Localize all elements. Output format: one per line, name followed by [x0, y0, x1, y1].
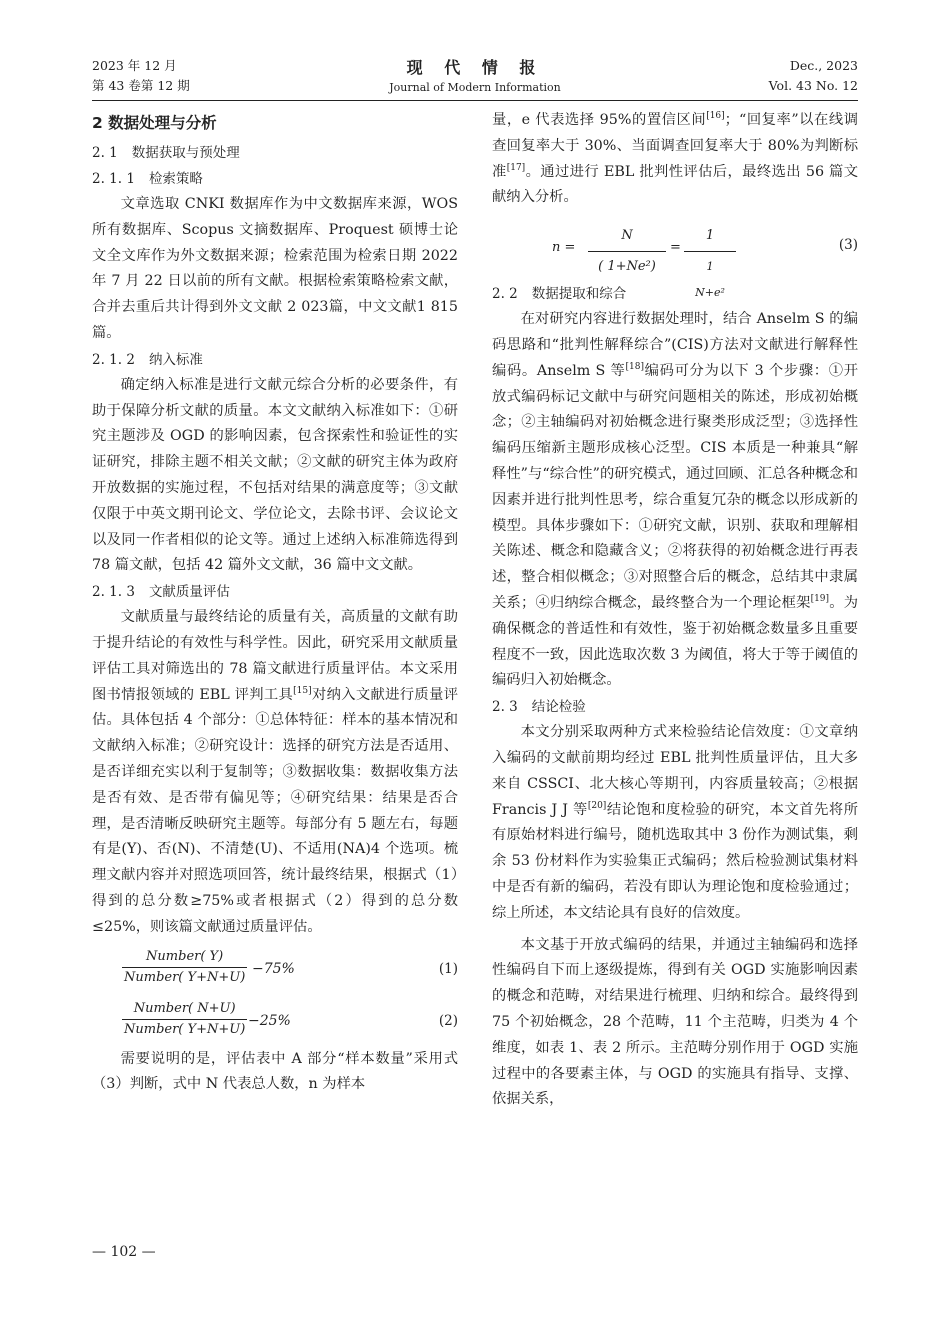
paragraph-text: 结论饱和度检验的研究，本文首先将所有原始材料进行编号，随机选取其中 3 份作为测试集，剩余 53 份材料作为实验集正式编码；然后检验测试集材料中是否有新的编码，若没有即认为理论饱和度检验通过；综上所述，本文结论具有良好的信效度。 [492, 801, 858, 921]
paragraph-text: 本文分别采取两种方式来检验结论信效度：①文章纳入编码的文献前期均经过 EBL 批判性质量评估，且大多来自 CSSCI、北大核心等期刊，内容质量较高；②根据 Francis J J 等 [492, 724, 858, 818]
equals-sign: = [670, 240, 681, 256]
paragraph-text: 。为确保概念的普适性和有效性，鉴于初始概念数量多且重要程度不一致，因此选取次数 3 为阈值，将大于等于阈值的编码归入初始概念。 [492, 594, 859, 689]
header-date: 2023 年 12 月 [92, 58, 177, 73]
citation: [19] [810, 594, 830, 605]
paragraph: 确定纳入标准是进行文献元综合分析的必要条件，有助于保障分析文献的质量。本文文献纳入标准如下：①研究主题涉及 OGD 的影响因素，包含探索性和验证性的实证研究，排除主题不相关文献；②文献的研究主体为政府开放数据的实施过程，不包括对结果的满意度等；③文献仅限于中英文期刊论文、学位论文，去除书评、会议论文以及同一作者相似的论文等。通过上述纳入标准筛选得到 78 篇文献，包括 42 篇外文文献，36 篇中文文献。 [92, 376, 458, 574]
paragraph: 需要说明的是，评估表中 A 部分“样本数量”采用式（3）判断，式中 N 代表总人数，n 为样本 [92, 1050, 458, 1093]
header-volume-en: Vol. 43 No. 12 [768, 78, 858, 93]
subsection-heading-2-2 [492, 281, 858, 307]
equation-number: (3) [838, 237, 858, 254]
equation-number: (1) [438, 960, 458, 977]
header-center [92, 56, 858, 96]
paragraph: 文章选取 CNKI 数据库作为中文数据库来源，WOS 所有数据库、Scopus 文摘数据库、Proquest 硕博士论文全文库作为外文数据来源；检索范围为检索日期 2022 年 7 月 22 日以前的所有文献。根据检索策略检索文献，合并去重后共计得到外文文献 2 023篇，中文文献1 815篇。 [92, 196, 458, 341]
section-heading-2: 2 数据处理与分析 [92, 114, 217, 132]
section-number: 2. 1. 2 [92, 351, 135, 368]
section-title: 纳入标准 [148, 351, 203, 368]
denominator: Number( Y+N+U) [124, 1021, 246, 1037]
section-number: 2. 2 [492, 286, 518, 303]
journal-title-cn: 现 代 情 报 [406, 58, 544, 77]
section-number: 2. 3 [492, 699, 518, 716]
header-date-en: Dec., 2023 [789, 58, 858, 73]
fraction-b [684, 223, 736, 305]
subsection-heading-2-1-3 [92, 579, 458, 605]
section-title: 文献质量评估 [148, 584, 230, 601]
section-number: 2. 1. 1 [92, 171, 135, 187]
header-rule [92, 100, 858, 101]
numerator: N [621, 228, 633, 244]
inner-numerator: 1 [706, 259, 714, 273]
subsection-heading-2-3 [492, 694, 858, 720]
paragraph-text: 量，e 代表选择 95%的置信区间 [492, 112, 707, 128]
section-number: 2. 1. 3 [92, 584, 135, 601]
equation-1 [92, 945, 458, 993]
fraction-a [588, 223, 666, 280]
fraction [122, 999, 247, 1040]
equation-tail: −25% [248, 1012, 291, 1029]
subsection-heading-2-1-2 [92, 347, 458, 373]
header-right [769, 56, 858, 96]
header-volume: 第 43 卷第 12 期 [92, 78, 190, 93]
equation-tail: −75% [252, 960, 295, 977]
equation-2 [92, 997, 458, 1045]
section-number: 2. 1 [92, 145, 118, 161]
paragraph-text: 在对研究内容进行数据处理时，结合 Anselm S 的编码思路和“批判性解释综合”(CIS)方法对文献进行解释性编码。Anselm S 等 [492, 311, 858, 379]
paragraph [92, 605, 458, 940]
section-title: 检索策略 [148, 171, 203, 187]
paragraph-text: 对纳入文献进行质量评估。具体包括 4 个部分：①总体特征：样本的基本情况和文献纳入标准；②研究设计：选择的研究方法是否适用、是否详细充实以利于复制等；③数据收集：数据收集方法是否有效、是否带有偏见等；④研究结果：结果是否合理，是否清晰反映研究主题等。每部分有 5 题左右，每题有是(Y)、否(N)、不清楚(U)、不适用(NA)4 个选项。梳理文献内容并对照选项回答，统计最终结果，根据式（1）得到的总分数≥75%或者根据式（2）得到的总分数≤25%，则该篇文献通过质量评估。 [92, 686, 458, 935]
paragraph [492, 720, 858, 926]
denominator: ( 1+Ne²) [598, 258, 656, 274]
citation: [15] [293, 685, 312, 696]
numerator: Number( N+U) [133, 1000, 236, 1016]
equation-lhs: n = [552, 240, 576, 256]
page-number: — 102 — [92, 1244, 156, 1260]
fraction [122, 947, 247, 988]
citation: [20] [587, 800, 607, 811]
citation: [18] [625, 362, 644, 373]
right-column [492, 108, 858, 1113]
left-column [92, 108, 458, 1098]
inner-tail: +e² [704, 285, 725, 299]
paragraph [492, 307, 858, 694]
paragraph-text: 。通过进行 EBL 批判性评估后，最终选出 56 篇文献纳入分析。 [492, 163, 859, 206]
numerator: 1 [705, 228, 715, 244]
paragraph: 本文基于开放式编码的结果，并通过主轴编码和选择性编码自下而上逐级提炼，得到有关 OGD 实施影响因素的概念和范畴，对结果进行梳理、归纳和综合。最终得到 75 个初始概念，28 个范畴，11 个主范畴，归类为 4 个维度，如表 1、表 2 所示。主范畴分别作用于 OGD 实施过程中的各要素主体，与 OGD 的实施具有指导、支撑、依据关系， [492, 936, 858, 1108]
numerator: Number( Y) [146, 948, 224, 964]
paragraph-text: 编码可分为以下 3 个步骤：①开放式编码标记文献中与研究问题相关的陈述，形成初始概念；②主轴编码对初始概念进行聚类形成泛型；③选择性编码压缩新主题形成核心泛型。CIS 本质是一种兼具“解释性”与“综合性”的研究模式，通过回顾、汇总各种概念和因素并进行批判性思考，综合重复冗杂的概念以形成新的模型。具体步骤如下：①研究文献，识别、获取和理解相关陈述、概念和隐藏含义；②将获得的初始概念进行再表述，整合相似概念；③对照整合后的概念，总结其中隶属关系；④归纳综合概念，最终整合为一个理论框架 [492, 362, 858, 611]
journal-title-en: Journal of Modern Information [389, 81, 561, 94]
section-title: 数据提取和综合 [531, 286, 627, 303]
equation-number: (2) [438, 1012, 458, 1029]
denominator: Number( Y+N+U) [124, 969, 246, 985]
paragraph-continued [492, 108, 858, 211]
section-title: 结论检验 [531, 699, 586, 716]
paragraph-text: 文献质量与最终结论的质量有关，高质量的文献有助于提升结论的有效性与科学性。因此，研究采用文献质量评估工具对筛选出的 78 篇文献进行质量评估。本文采用图书情报领域的 EBL 评判工具 [92, 609, 458, 703]
running-header [92, 56, 858, 102]
citation: [17] [506, 162, 526, 173]
inner-denominator: N [695, 285, 705, 299]
subsection-heading-2-1 [92, 140, 458, 166]
paragraph-text: ；“回复率”以在线调查回复率大于 30%、当面调查回复率大于 80%为判断标准 [492, 112, 858, 180]
citation: [16] [706, 111, 725, 122]
subsection-heading-2-1-1 [92, 166, 458, 192]
section-title: 数据获取与预处理 [131, 145, 240, 161]
